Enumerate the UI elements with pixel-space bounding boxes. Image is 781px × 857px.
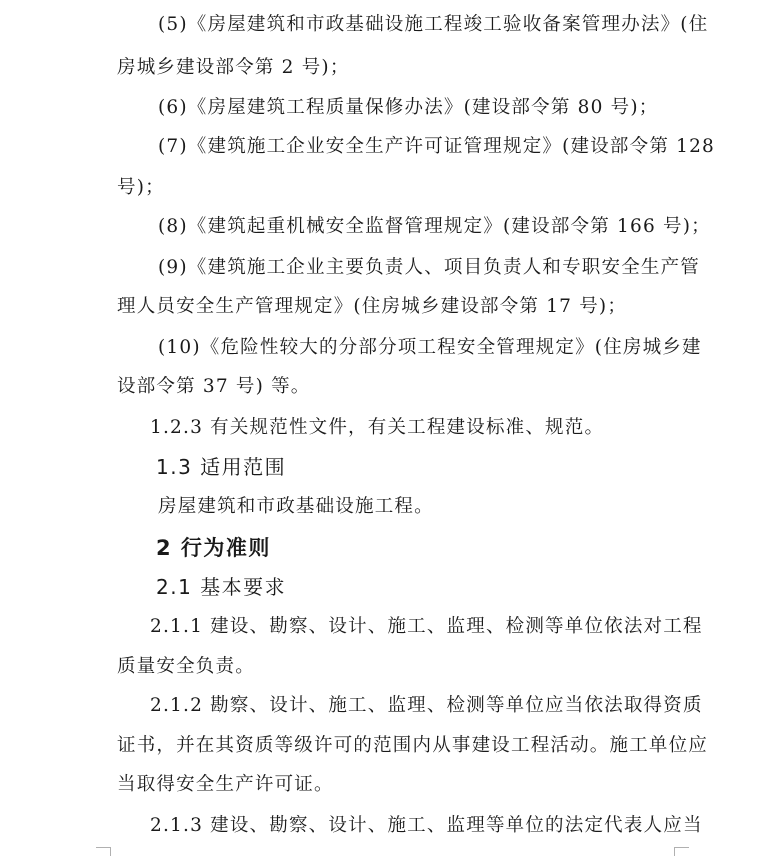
chapter-heading: 2 行为准则 [156,536,271,560]
text-line: (7)《建筑施工企业安全生产许可证管理规定》(建设部令第 128 [158,136,716,157]
text-line: 1.2.3 有关规范性文件，有关工程建设标准、规范。 [150,417,605,438]
text-line: 2.1.3 建设、勘察、设计、施工、监理等单位的法定代表人应当 [150,815,703,836]
text-line: (8)《建筑起重机械安全监督管理规定》(建设部令第 166 号)； [158,216,711,237]
text-line: 房城乡建设部令第 2 号)； [117,57,350,78]
section-heading: 2.1 基本要求 [156,575,287,599]
text-line: 2.1.2 勘察、设计、施工、监理、检测等单位应当依法取得资质 [150,695,703,716]
text-line: 2.1.1 建设、勘察、设计、施工、监理、检测等单位依法对工程 [150,616,703,637]
text-line: 质量安全负责。 [117,656,255,677]
text-line: (5)《房屋建筑和市政基础设施工程竣工验收备案管理办法》(住 [158,14,709,35]
section-heading: 1.3 适用范围 [156,455,287,479]
text-line: 房屋建筑和市政基础设施工程。 [158,496,434,517]
text-line: 号)； [117,177,165,198]
text-line: 证书，并在其资质等级许可的范围内从事建设工程活动。施工单位应 [117,735,709,756]
text-line: (9)《建筑施工企业主要负责人、项目负责人和专职安全生产管 [158,257,701,278]
text-line: (6)《房屋建筑工程质量保修办法》(建设部令第 80 号)； [158,97,659,118]
text-line: (10)《危险性较大的分部分项工程安全管理规定》(住房城乡建 [158,337,702,358]
text-line: 理人员安全生产管理规定》(住房城乡建设部令第 17 号)； [117,296,628,317]
text-line: 设部令第 37 号) 等。 [117,376,311,397]
text-line: 当取得安全生产许可证。 [117,774,334,795]
